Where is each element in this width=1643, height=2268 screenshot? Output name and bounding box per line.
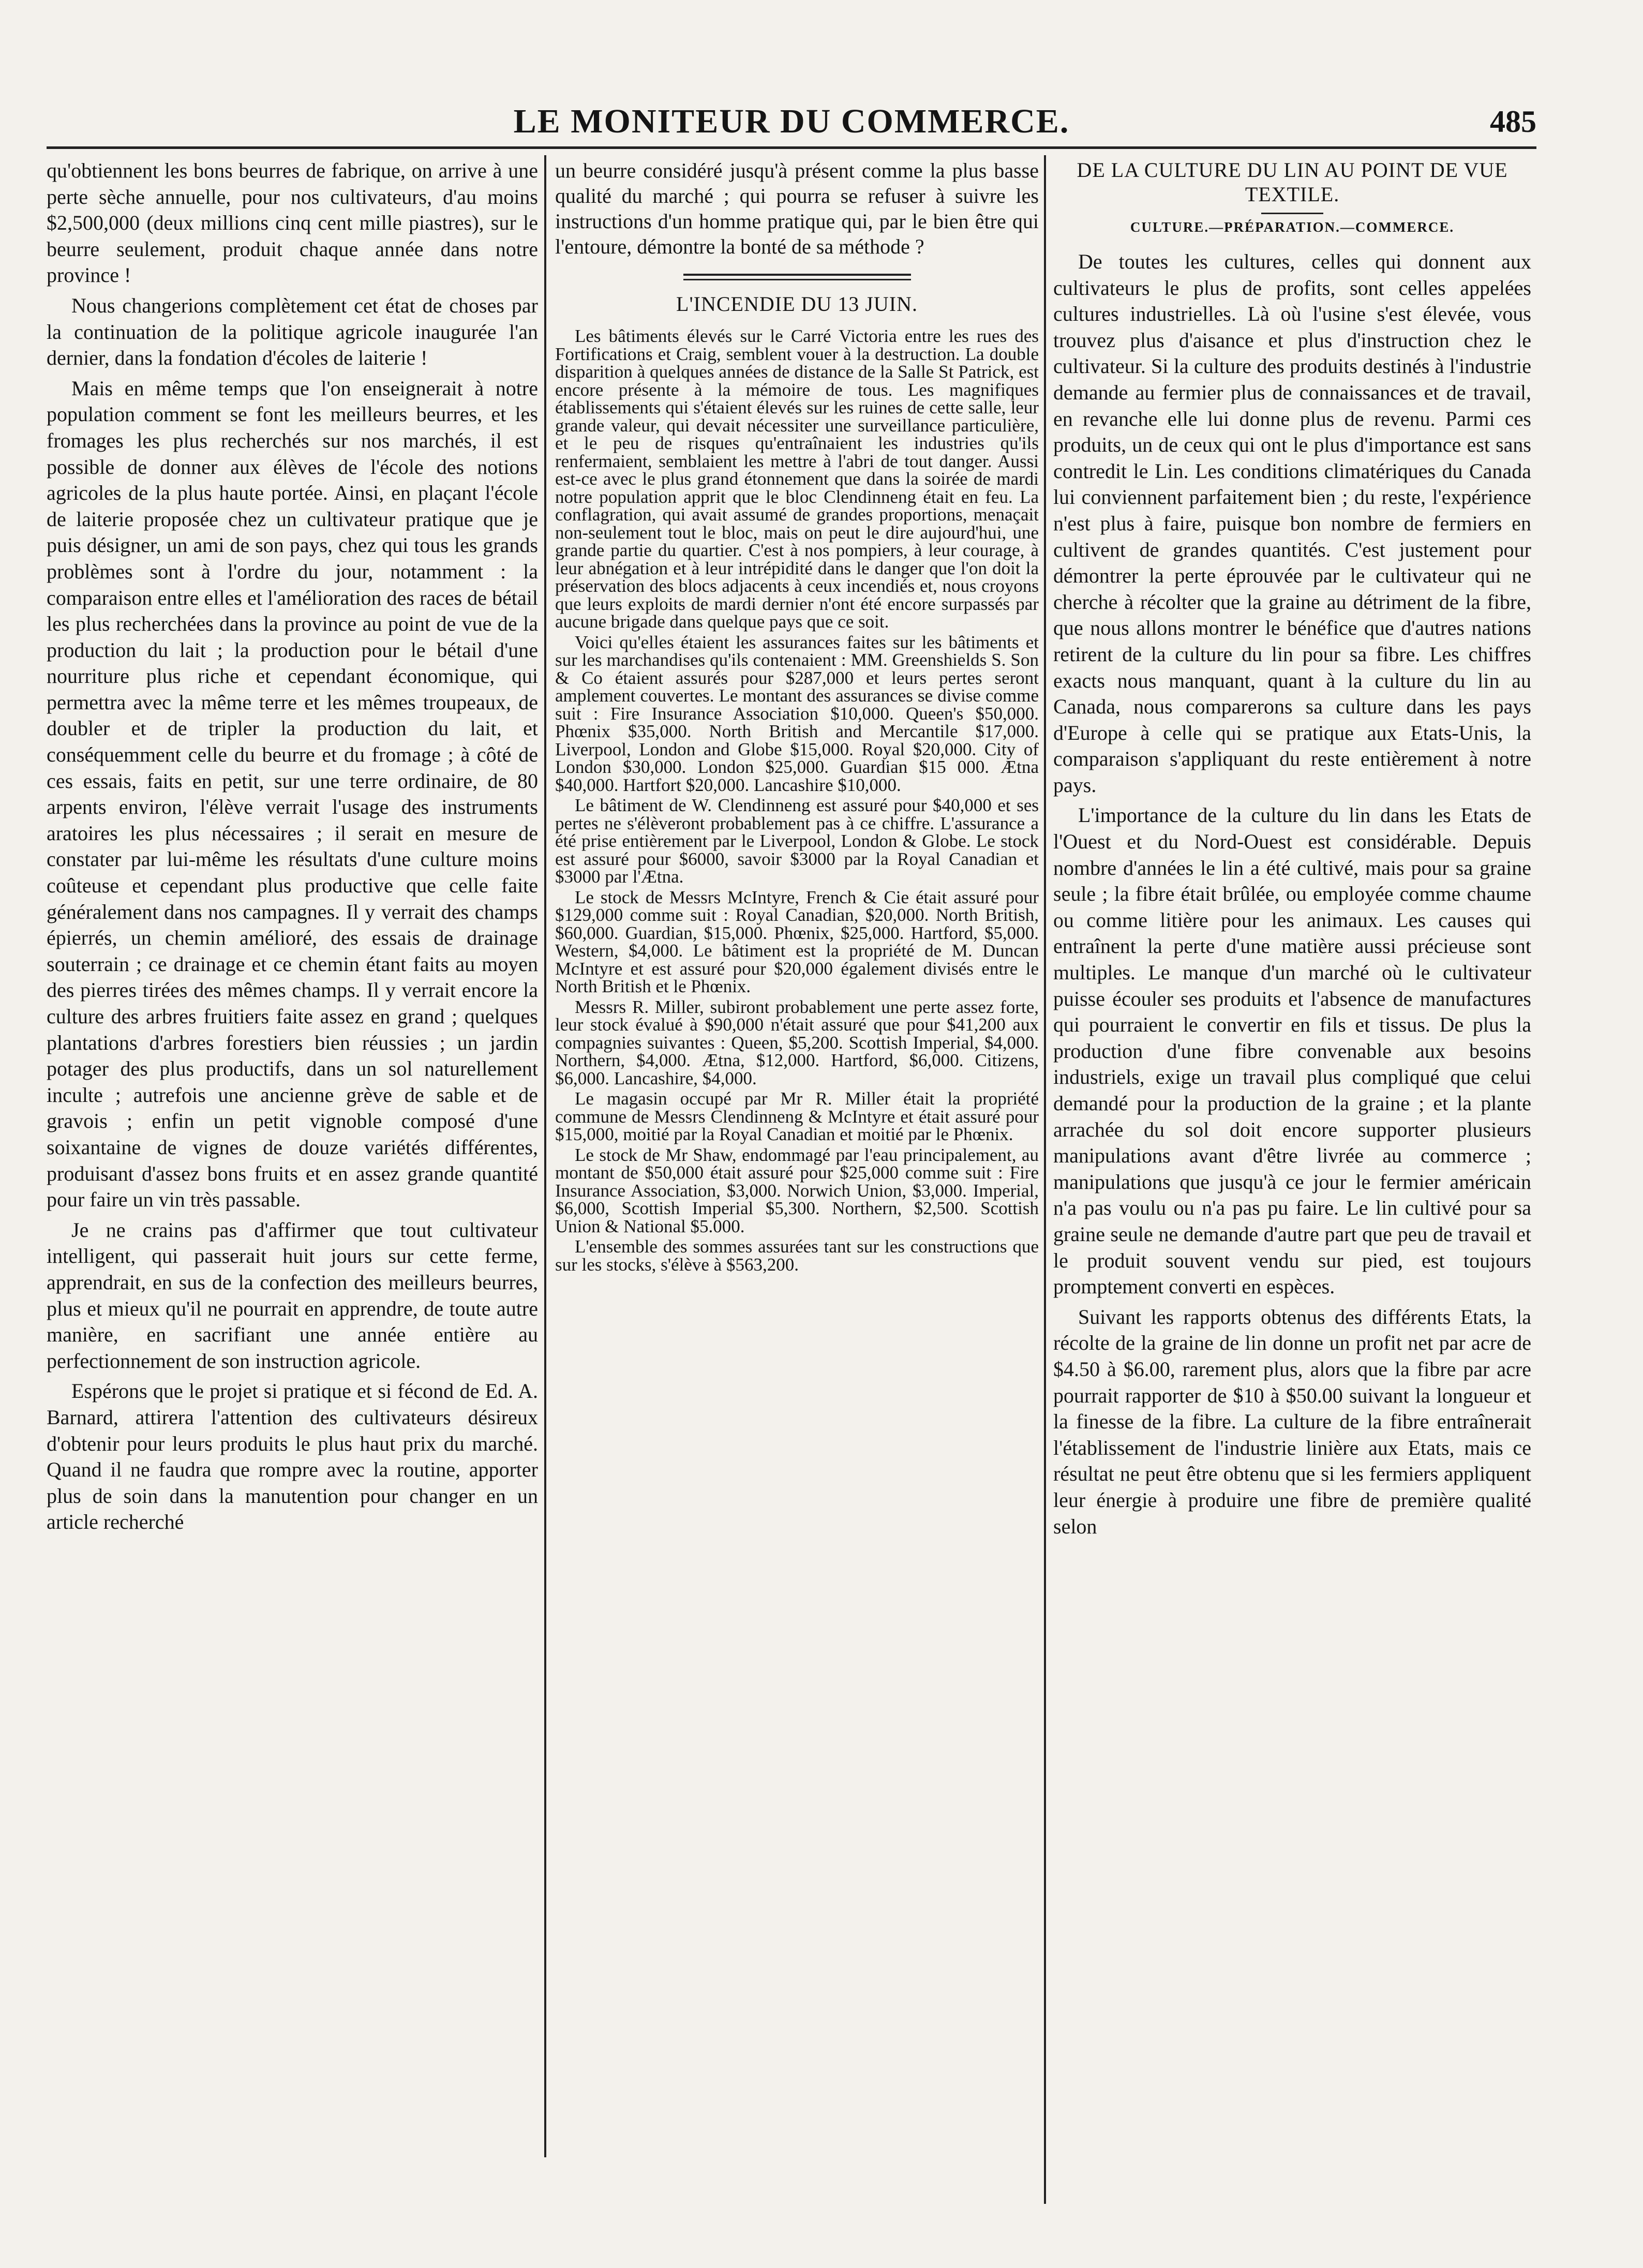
paragraph: L'ensemble des sommes assurées tant sur les constructions que sur les stocks, s'élève à $563,200.	[555, 1236, 1039, 1275]
article-title: DE LA CULTURE DU LIN AU POINT DE VUE TEXTILE.	[1077, 158, 1508, 206]
column-middle	[555, 158, 1039, 2247]
lead-block	[555, 158, 1039, 259]
column-divider-1	[544, 155, 546, 2157]
page-number: 485	[1490, 105, 1536, 139]
column-left	[47, 158, 538, 2247]
header-rule	[47, 146, 1536, 149]
article-subhead: CULTURE.—PRÉPARATION.—COMMERCE.	[1130, 219, 1455, 235]
article-body	[555, 327, 1039, 1274]
section-divider	[683, 274, 911, 280]
paragraph: Le stock de Messrs McIntyre, French & Cie était assuré pour $129,000 comme suit : Royal Canadian, $20,000. North British, $60,000. Guardian, $15,000. Phœnix, $25,000. Hartford, $5,000. Western, $4,000. Le bâtiment est la propriété de M. Duncan McIntyre et est assuré pour $20,000 également divisés entre le North British et le Phœnix.	[555, 887, 1039, 996]
paragraph: un beurre considéré jusqu'à présent comme la plus basse qualité du marché ; qui pourra se refuser à suivre les instructions d'un homme pratique qui, par le bien être qui l'entoure, démontre la bonté de sa méthode ?	[555, 159, 1039, 258]
paragraph: Le magasin occupé par Mr R. Miller était la propriété commune de Messrs Clendinneng & McIntyre et était assuré pour $15,000, moitié par la Royal Canadian et moitié par le Phœnix.	[555, 1088, 1039, 1144]
paragraph: L'importance de la culture du lin dans les Etats de l'Ouest et du Nord-Ouest est considérable. Depuis nombre d'années le lin a été cultivé, mais pour sa graine seule ; la fibre était brûlée, ou employée comme chaume ou comme litière pour les animaux. Les causes qui entraînent la perte d'une matière aussi précieuse sont multiples. Le manque d'un marché où le cultivateur puisse écouler ses produits et l'absence de manufactures qui pourraient le convertir en fils et tissus. De plus la production d'une fibre convenable aux besoins industriels, exige un travail plus compliqué que celui demandé pour la production de la graine ; et la plante arrachée du sol doit encore supporter plusieurs manipulations avant d'être livrée au commerce ; manipulations que jusqu'à ce jour le fermier américain n'a pas voulu ou n'a pas pu faire. Le lin cultivé pour sa graine seule ne demande d'autre part que peu de travail et le produit souvent vendu sur pied, est toujours promptement converti en espèces.	[1053, 803, 1531, 1299]
newspaper-title: LE MONITEUR DU COMMERCE.	[513, 102, 1070, 140]
paragraph: Les bâtiments élevés sur le Carré Victoria entre les rues des Fortifications et Craig, semblent vouer à la destruction. La double disparition à quelques années de distance de la Salle St Patrick, est encore présente à la mémoire de tous. Les magnifiques établissements qui s'étaient élevés sur les ruines de cette salle, leur grande valeur, qui devait nécessiter une surveillance particulière, et le peu de risques qu'entraînaient les industries qu'ils renfermaient, semblaient les mettre à l'abri de tout danger. Aussi est-ce avec le plus grand étonnement que dans la soirée de mardi notre population apprit que le bloc Clendinneng était en feu. La conflagration, qui avait assumé de grandes proportions, menaçait non-seulement tout le bloc, mais on peut le dire aujourd'hui, une grande partie du quartier. C'est à nos pompiers, à leur courage, à leur abnégation et à leur intrépidité dans le danger que l'on doit la préservation des blocs adjacents à ceux incendiés et, nous croyons que leurs exploits de mardi dernier n'ont été encore surpassés par aucune brigade dans quelque pays que ce soit.	[555, 326, 1039, 632]
paragraph: De toutes les cultures, celles qui donnent aux cultivateurs le plus de profits, sont celles appelées cultures industrielles. Là où l'usine s'est élevée, vous trouvez plus d'aisance et plus d'instruction chez le cultivateur. Si la culture des produits destinés à l'industrie demande au fermier plus de connaissances et de travail, en revanche elle lui donne plus de revenu. Parmi ces produits, un de ceux qui ont le plus d'importance est sans contredit le Lin. Les conditions climatériques du Canada lui conviennent parfaitement bien ; du reste, l'expérience n'est plus à faire, puisque bon nombre de fermiers en cultivent de grandes quantités. C'est justement pour démontrer la perte éprouvée par le cultivateur qui ne cherche à récolter que la graine au détriment de la fibre, que nous allons montrer le bénéfice que d'autres nations retirent de la culture du lin pour sa fibre. Les chiffres exacts nous manquant, quant à la culture du lin au Canada, nous comparerons sa culture dans les pays d'Europe à celle qui se pratique aux Etats-Unis, la comparaison s'appliquant du reste entièrement à notre pays.	[1053, 250, 1531, 797]
paragraph: Je ne crains pas d'affirmer que tout cultivateur intelligent, qui passerait huit jours sur cette ferme, apprendrait, en sus de la confection des meilleurs beurres, plus et mieux qu'il ne pourrait en apprendre, de toute autre manière, en sacrifiant une année entière au perfectionnement de son instruction agricole.	[47, 1218, 538, 1372]
article-title: L'INCENDIE DU 13 JUIN.	[676, 292, 918, 316]
title-rule	[1261, 213, 1323, 214]
paragraph: Nous changerions complètement cet état de choses par la continuation de la politique agricole inaugurée l'an dernier, dans la fondation d'écoles de laiterie !	[47, 293, 538, 370]
paragraph: Voici qu'elles étaient les assurances faites sur les bâtiments et sur les marchandises qu'ils contenaient : MM. Greenshields S. Son & Co étaient assurés pour $287,000 et leurs pertes seront amplement couvertes. Le montant des assurances se divise comme suit : Fire Insurance Association $10,000. Queen's $50,000. Phœnix $35,000. North British and Mercantile $17,000. Liverpool, London and Globe $15,000. Royal $20,000. City of London $30,000. London $25,000. Guardian $15 000. Ætna $40,000. Hartfort $20,000. Lancashire $10,000.	[555, 632, 1039, 795]
paragraph: qu'obtiennent les bons beurres de fabrique, on arrive à une perte sèche annuelle, pour nos cultivateurs, d'au moins $2,500,000 (deux millions cinq cent mille piastres), sur le beurre seulement, produit chaque année dans notre province !	[47, 159, 538, 287]
paragraph: Le stock de Mr Shaw, endommagé par l'eau principalement, au montant de $50,000 était assuré pour $25,000 comme suit : Fire Insurance Association, $3,000. Norwich Union, $3,000. Imperial, $6,000, Scottish Imperial $5,300. Northern, $2,500. Scottish Union & National $5.000.	[555, 1144, 1039, 1236]
paragraph: Mais en même temps que l'on enseignerait à notre population comment se font les meilleurs beurres, et les fromages les plus recherchés sur nos marchés, il est possible de donner aux élèves de l'école des notions agricoles de la plus haute portée. Ainsi, en plaçant l'école de laiterie proposée chez un cultivateur pratique que je puis désigner, un ami de son pays, chez qui tous les grands problèmes sont à l'ordre du jour, notamment : la comparaison entre elles et l'amélioration des races de bétail les plus recherchées dans la province au point de vue de la production du lait ; la production pour le bétail d'une nourriture plus riche et cependant économique, qui permettra avec la même terre et les mêmes troupeaux, de doubler et de tripler la production du lait, et conséquemment celle du beurre et du fromage ; à côté de ces essais, faits en petit, sur une terre ordinaire, de 80 arpents environ, l'élève verrait l'usage des instruments aratoires les plus nécessaires ; il serait en mesure de constater par lui-même les résultats d'une culture moins coûteuse et cependant plus productive que celle faite généralement dans nos campagnes. Il y verrait des champs épierrés, un chemin amélioré, des essais de drainage souterrain ; ce drainage et ce chemin étant faits au moyen des pierres tirées des mêmes champs. Il y verrait encore la culture des arbres fruitiers faite assez en grand ; quelques plantations d'arbres forestiers bien réussies ; un jardin potager des plus productifs, dans un sol naturellement inculte ; autrefois une ancienne grève de sable et de gravois ; enfin un petit vignoble composé d'une soixantaine de vignes de douze variétés différentes, produisant d'assez bons fruits et en assez grande quantité pour faire un vin très passable.	[47, 376, 538, 1212]
paragraph: Le bâtiment de W. Clendinneng est assuré pour $40,000 et ses pertes ne s'élèveront probablement pas à ce chiffre. L'assurance a été prise entièrement par le Liverpool, London & Globe. Le stock est assuré pour $6000, savoir $3000 par la Royal Canadian et $3000 par l'Ætna.	[555, 795, 1039, 887]
paragraph: Espérons que le projet si pratique et si fécond de Ed. A. Barnard, attirera l'attention des cultivateurs désireux d'obtenir pour leurs produits le plus haut prix du marché. Quand il ne faudra que rompre avec la routine, apporter plus de soin dans la manutention pour changer en un article recherché	[47, 1379, 538, 1534]
paragraph: Messrs R. Miller, subiront probablement une perte assez forte, leur stock évalué à $90,000 n'était assuré que pour $41,200 aux compagnies suivantes : Queen, $5,200. Scottish Imperial, $4,000. Northern, $4,000. Ætna, $12,000. Hartford, $6,000. Citizens, $6,000. Lancashire, $4,000.	[555, 996, 1039, 1088]
paragraph: Suivant les rapports obtenus des différents Etats, la récolte de la graine de lin donne un profit net par acre de $4.50 à $6.00, rarement plus, alors que la fibre par acre pourrait rapporter de $10 à $50.00 suivant la longueur et la finesse de la fibre. La culture de la fibre entraînerait l'établissement de l'industrie linière aux Etats, mais ce résultat ne peut être obtenu que si les fermiers appliquent leur énergie à produire une fibre de première qualité selon	[1053, 1305, 1531, 1538]
column-right	[1053, 158, 1531, 2247]
column-divider-2	[1044, 155, 1046, 2204]
page-header	[47, 103, 1536, 140]
